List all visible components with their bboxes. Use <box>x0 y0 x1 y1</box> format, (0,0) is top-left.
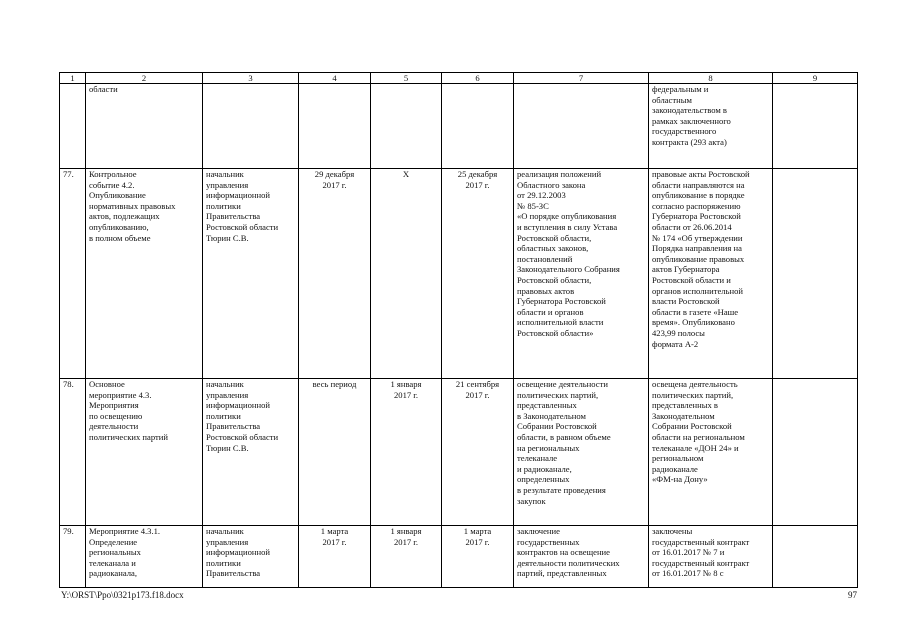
table-row <box>60 84 858 169</box>
responsible-person: начальник управления информационной политики Правительства <box>203 526 299 588</box>
note-cell <box>773 526 858 588</box>
report-table <box>59 72 858 588</box>
note-cell <box>773 169 858 379</box>
actual-result: федеральным и областным законодательством в рамках заключенного государственного контракта (293 акта) <box>649 84 773 169</box>
row-number: 77. <box>60 169 86 379</box>
row-number <box>60 84 86 169</box>
column-number: 5 <box>371 73 442 84</box>
responsible-person: начальник управления информационной политики Правительства Ростовской области Тюрин С.В. <box>203 169 299 379</box>
planned-end-date: 21 сентября 2017 г. <box>442 379 514 526</box>
table-row <box>60 379 858 526</box>
row-number: 78. <box>60 379 86 526</box>
expected-result: реализация положений Областного закона от 29.12.2003 № 85-ЗС «О порядке опубликования и вступления в силу Устава Ростовской области, областных законов, постановлений Законодательного Собрания Ростовской области, правовых актов Губернатора Ростовской области и органов исполнительной власти Ростовской области» <box>514 169 649 379</box>
column-number: 1 <box>60 73 86 84</box>
column-number: 4 <box>299 73 371 84</box>
planned-end-date: 1 марта 2017 г. <box>442 526 514 588</box>
column-number: 7 <box>514 73 649 84</box>
column-number: 9 <box>773 73 858 84</box>
note-cell <box>773 379 858 526</box>
actual-result: заключены государственный контракт от 16.01.2017 № 7 и государственный контракт от 16.01.2017 № 8 с <box>649 526 773 588</box>
column-number: 2 <box>86 73 203 84</box>
column-number: 8 <box>649 73 773 84</box>
actual-start-date: 1 января 2017 г. <box>371 379 442 526</box>
planned-start-date: 29 декабря 2017 г. <box>299 169 371 379</box>
table-row <box>60 169 858 379</box>
expected-result: освещение деятельности политических партий, представленных в Законодательном Собрании Ростовской области, в равном объеме на региональных телеканале и радиоканале, определенных в результате проведения закупок <box>514 379 649 526</box>
event-name: Мероприятие 4.3.1. Определение региональных телеканала и радиоканала, <box>86 526 203 588</box>
event-name: Основное мероприятие 4.3. Мероприятия по освещению деятельности политических партий <box>86 379 203 526</box>
planned-end-date <box>442 84 514 169</box>
planned-start-date <box>299 84 371 169</box>
actual-result: правовые акты Ростовской области направляются на опубликование в порядке согласно распоряжению Губернатора Ростовской области от 26.06.2014 № 174 «Об утверждении Порядка направления на опубликование правовых актов Губернатора Ростовской области и органов исполнительной власти Ростовской области в газете «Наше время». Опубликовано 423,99 полосы формата А-2 <box>649 169 773 379</box>
expected-result <box>514 84 649 169</box>
page-number: 97 <box>848 590 857 600</box>
actual-start-date: 1 января 2017 г. <box>371 526 442 588</box>
actual-result: освещена деятельность политических партий, представленных в Законодательном Собрании Ростовской области на региональном телеканале «ДОН 24» и региональном радиоканале «ФМ-на Дону» <box>649 379 773 526</box>
row-number: 79. <box>60 526 86 588</box>
file-path: Y:\ORST\Ppo\0321p173.f18.docx <box>61 590 184 600</box>
planned-end-date: 25 декабря 2017 г. <box>442 169 514 379</box>
table-row <box>60 526 858 588</box>
expected-result: заключение государственных контрактов на освещение деятельности политических партий, представленных <box>514 526 649 588</box>
planned-start-date: 1 марта 2017 г. <box>299 526 371 588</box>
actual-start-date: Х <box>371 169 442 379</box>
planned-start-date: весь период <box>299 379 371 526</box>
column-number: 3 <box>203 73 299 84</box>
note-cell <box>773 84 858 169</box>
event-name: области <box>86 84 203 169</box>
column-number: 6 <box>442 73 514 84</box>
actual-start-date <box>371 84 442 169</box>
column-number-row <box>60 73 858 84</box>
responsible-person: начальник управления информационной политики Правительства Ростовской области Тюрин С.В. <box>203 379 299 526</box>
responsible-person <box>203 84 299 169</box>
event-name: Контрольное событие 4.2. Опубликование нормативных правовых актов, подлежащих опубликованию, в полном объеме <box>86 169 203 379</box>
